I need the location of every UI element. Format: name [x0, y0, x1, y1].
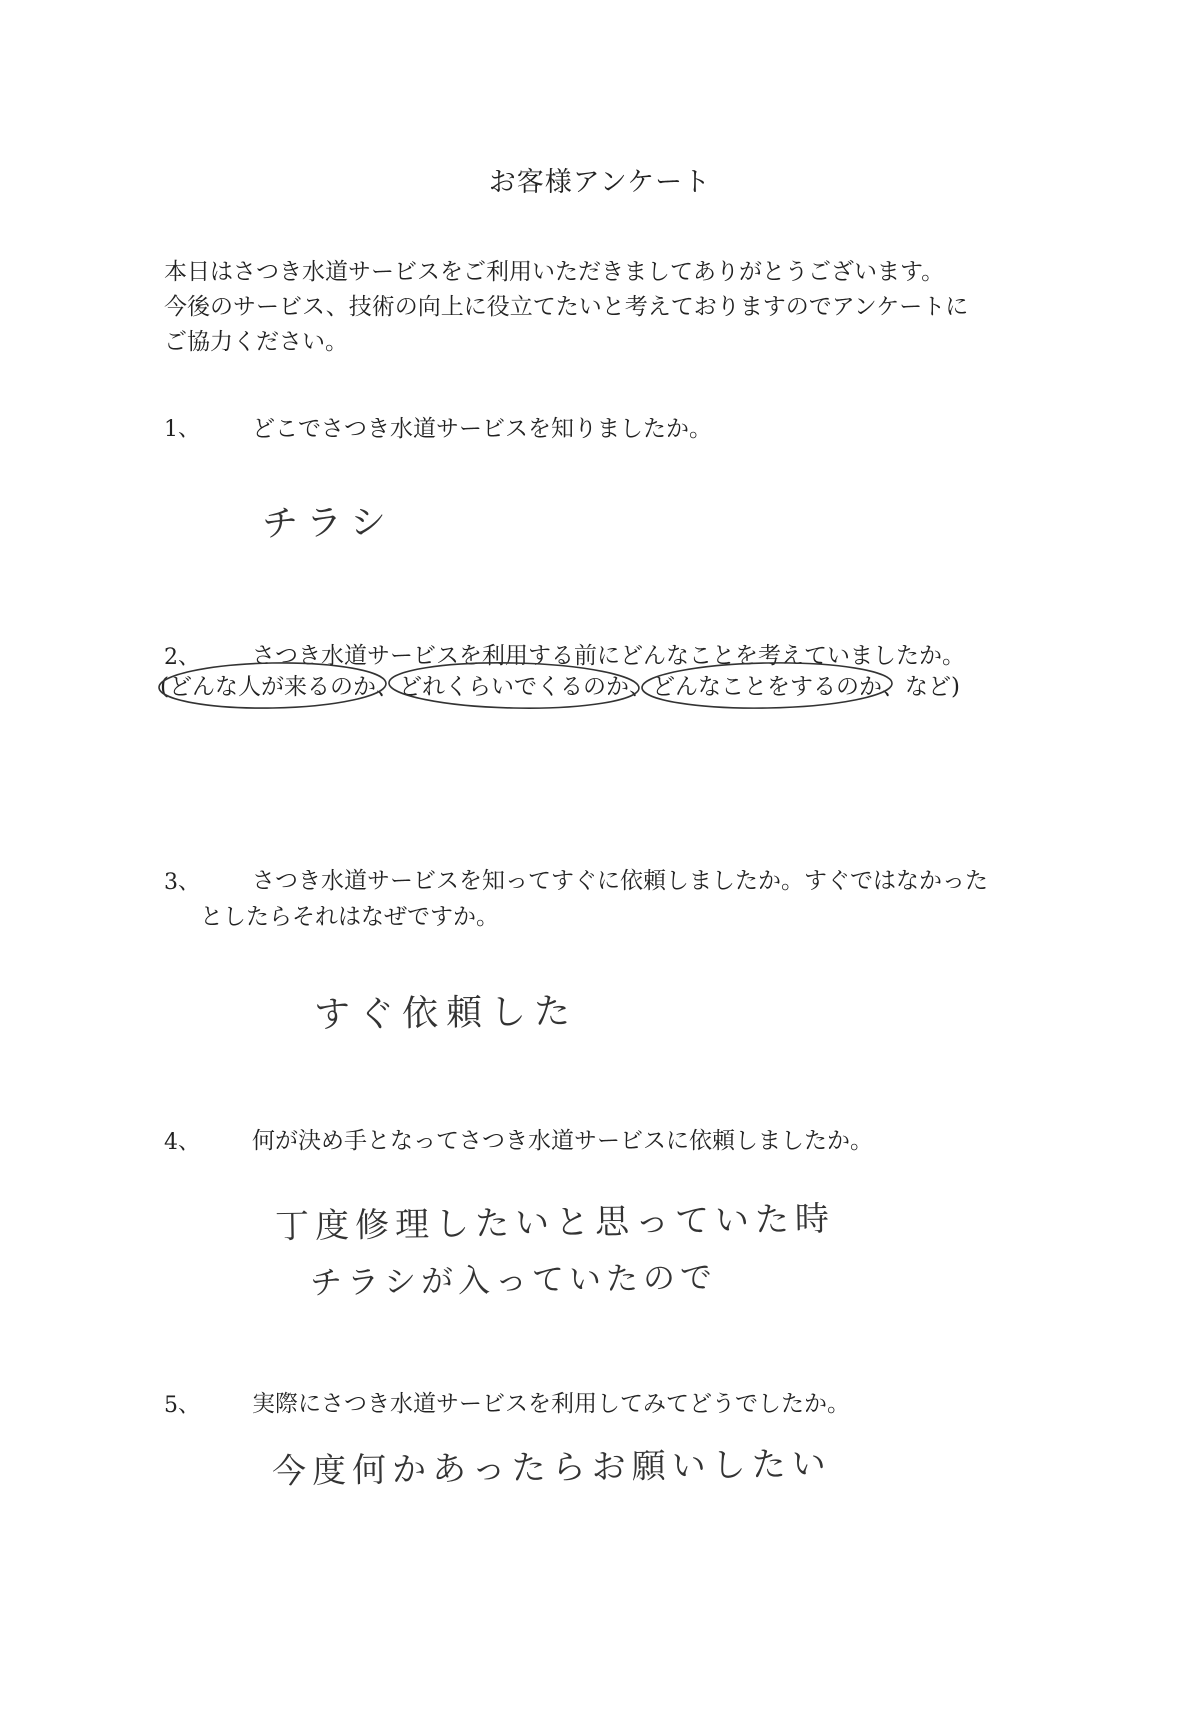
- question-4-number: 4、: [164, 1130, 200, 1155]
- question-4-answer-line-1: 丁度修理したいと思っていた時: [274, 1199, 836, 1247]
- question-5-answer: 今度何かあったらお願いしたい: [271, 1444, 832, 1492]
- options-tail: 、など): [881, 674, 960, 700]
- question-3-number: 3、: [164, 870, 200, 895]
- question-5-number: 5、: [164, 1393, 200, 1418]
- question-3-answer: すぐ依頼した: [313, 991, 579, 1036]
- question-1-answer: チラシ: [261, 502, 395, 545]
- question-2-text: さつき水道サービスを利用する前にどんなことを考えていましたか。: [252, 643, 965, 669]
- question-4-text: 何が決め手となってさつき水道サービスに依頼しましたか。: [252, 1128, 873, 1154]
- options-separator: 、: [628, 674, 652, 700]
- option-how-soon: どれくらいでくるのか: [398, 674, 629, 700]
- question-3-text-cont: としたらそれはなぜですか。: [200, 904, 499, 930]
- intro-line-3: ご協力ください。: [164, 329, 348, 355]
- question-5-text: 実際にさつき水道サービスを利用してみてどうでしたか。: [252, 1391, 850, 1417]
- question-1-number: 1、: [164, 417, 200, 442]
- option-what-done: どんなことをするのか: [651, 674, 882, 700]
- intro-line-2: 今後のサービス、技術の向上に役立てたいと考えておりますのでアンケートに: [164, 294, 969, 320]
- options-open-paren: (: [160, 674, 169, 700]
- option-who-comes: どんな人が来るのか: [168, 674, 376, 700]
- page-title: お客様アンケート: [488, 167, 712, 198]
- question-1-text: どこでさつき水道サービスを知りましたか。: [252, 416, 712, 442]
- question-2-options: [160, 668, 960, 701]
- intro-line-1: 本日はさつき水道サービスをご利用いただきましてありがとうございます。: [164, 259, 945, 285]
- options-separator: 、: [375, 674, 399, 700]
- question-4-answer-line-2: チラシが入っていたので: [309, 1258, 718, 1302]
- intro-text: [164, 255, 968, 360]
- question-2-number: 2、: [164, 645, 200, 670]
- question-3-text: さつき水道サービスを知ってすぐに依頼しましたか。すぐではなかった: [252, 868, 988, 894]
